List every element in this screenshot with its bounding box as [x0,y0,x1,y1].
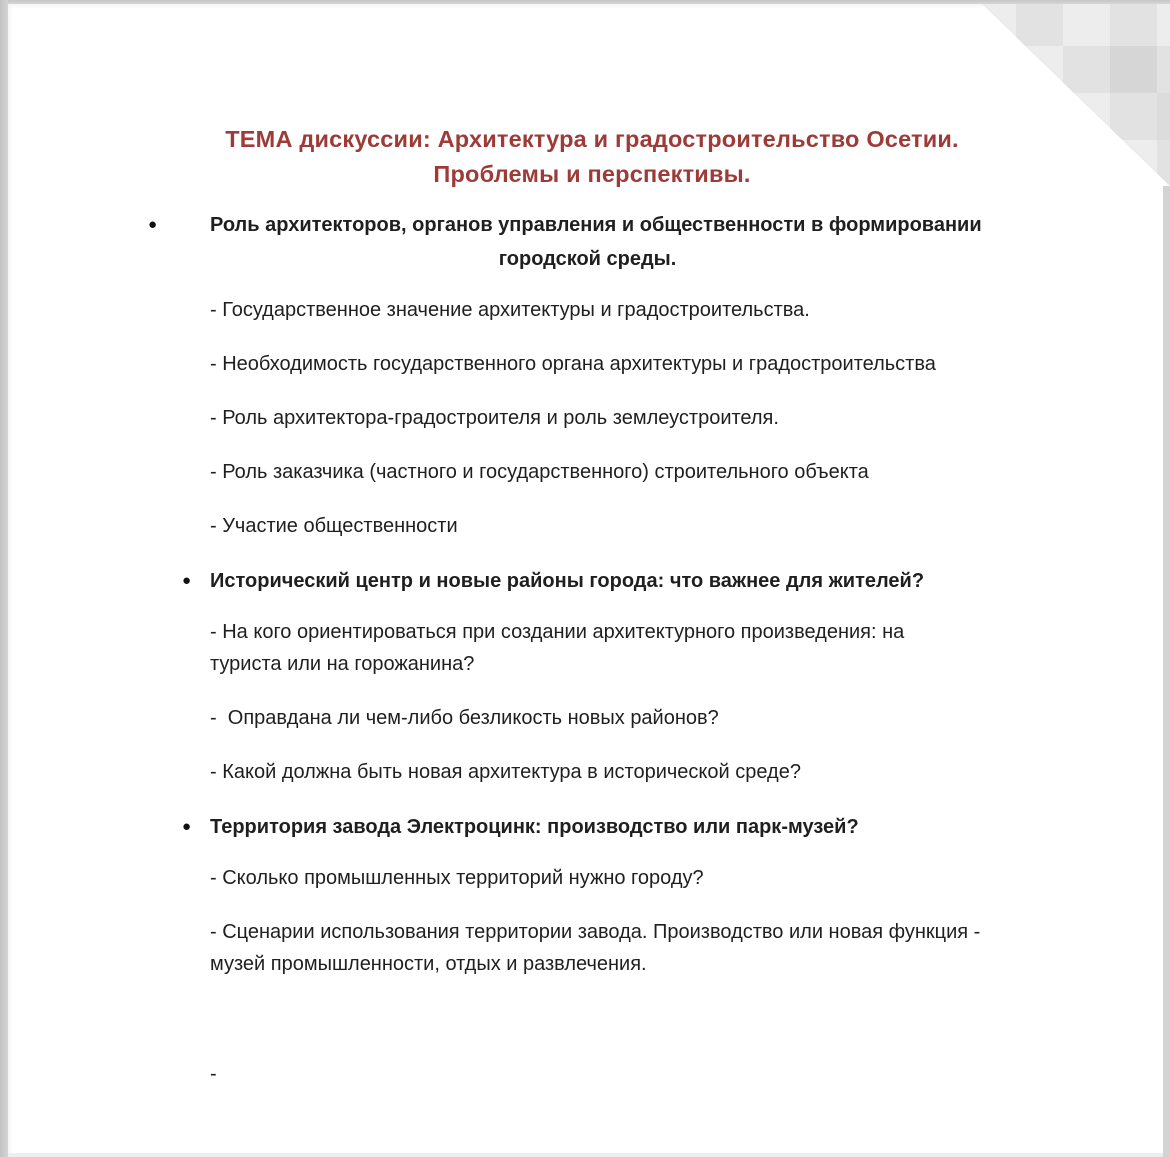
list-item: - Какой должна быть новая архитектура в исторической среде? [210,761,801,783]
document-title-line1: ТЕМА дискуссии: Архитектура и градостроительство Осетии. [225,126,959,152]
list-item: - Сценарии использования территории завода. Производство или новая функция - музей промышленности, отдых и развлечения. [210,921,981,975]
frame-edge-top [0,0,1170,4]
list-item: - Оправдана ли чем-либо безликость новых районов? [210,707,719,729]
list-item: - Необходимость государственного органа архитектуры и градостроительства [210,353,936,375]
trailing-dash: - [210,1063,217,1085]
list-item: - Сколько промышленных территорий нужно городу? [210,867,704,889]
checker-accent-cell [1110,46,1157,93]
document-title [150,122,1034,192]
list-item: - На кого ориентироваться при создании архитектурного произведения: на туриста или на горожанина? [210,621,905,675]
checker-accent-cell [1157,93,1170,140]
section-heading-historic-center [182,564,1040,598]
frame-edge-left [0,0,8,1157]
section-heading-line: городской среды. [498,248,677,270]
list-item: - Участие общественности [210,515,458,537]
section-heading-elektrozinc-territory [182,810,1040,844]
bullet-icon: ● [182,818,192,835]
document-title-line2: Проблемы и перспективы. [433,161,751,187]
list-item: - Роль архитектора-градостроителя и роль землеустроителя. [210,407,779,429]
bullet-icon: ● [148,216,158,233]
document-sheet [8,4,1163,1157]
frame-edge-bottom [8,1153,1163,1157]
frame-edge-right [1163,186,1170,1157]
list-item: - Роль заказчика (частного и государственного) строительного объекта [210,461,869,483]
section-heading-role-of-architects [148,208,982,276]
bullet-icon: ● [182,572,192,589]
list-item: - Государственное значение архитектуры и градостроительства. [210,299,810,321]
section-heading-line: Роль архитекторов, органов управления и общественности в формировании [210,214,982,236]
section-heading-text: Исторический центр и новые районы города: что важнее для жителей? [210,570,925,592]
section-heading-text: Территория завода Электроцинк: производство или парк-музей? [210,816,859,838]
document-content [8,4,1163,1090]
